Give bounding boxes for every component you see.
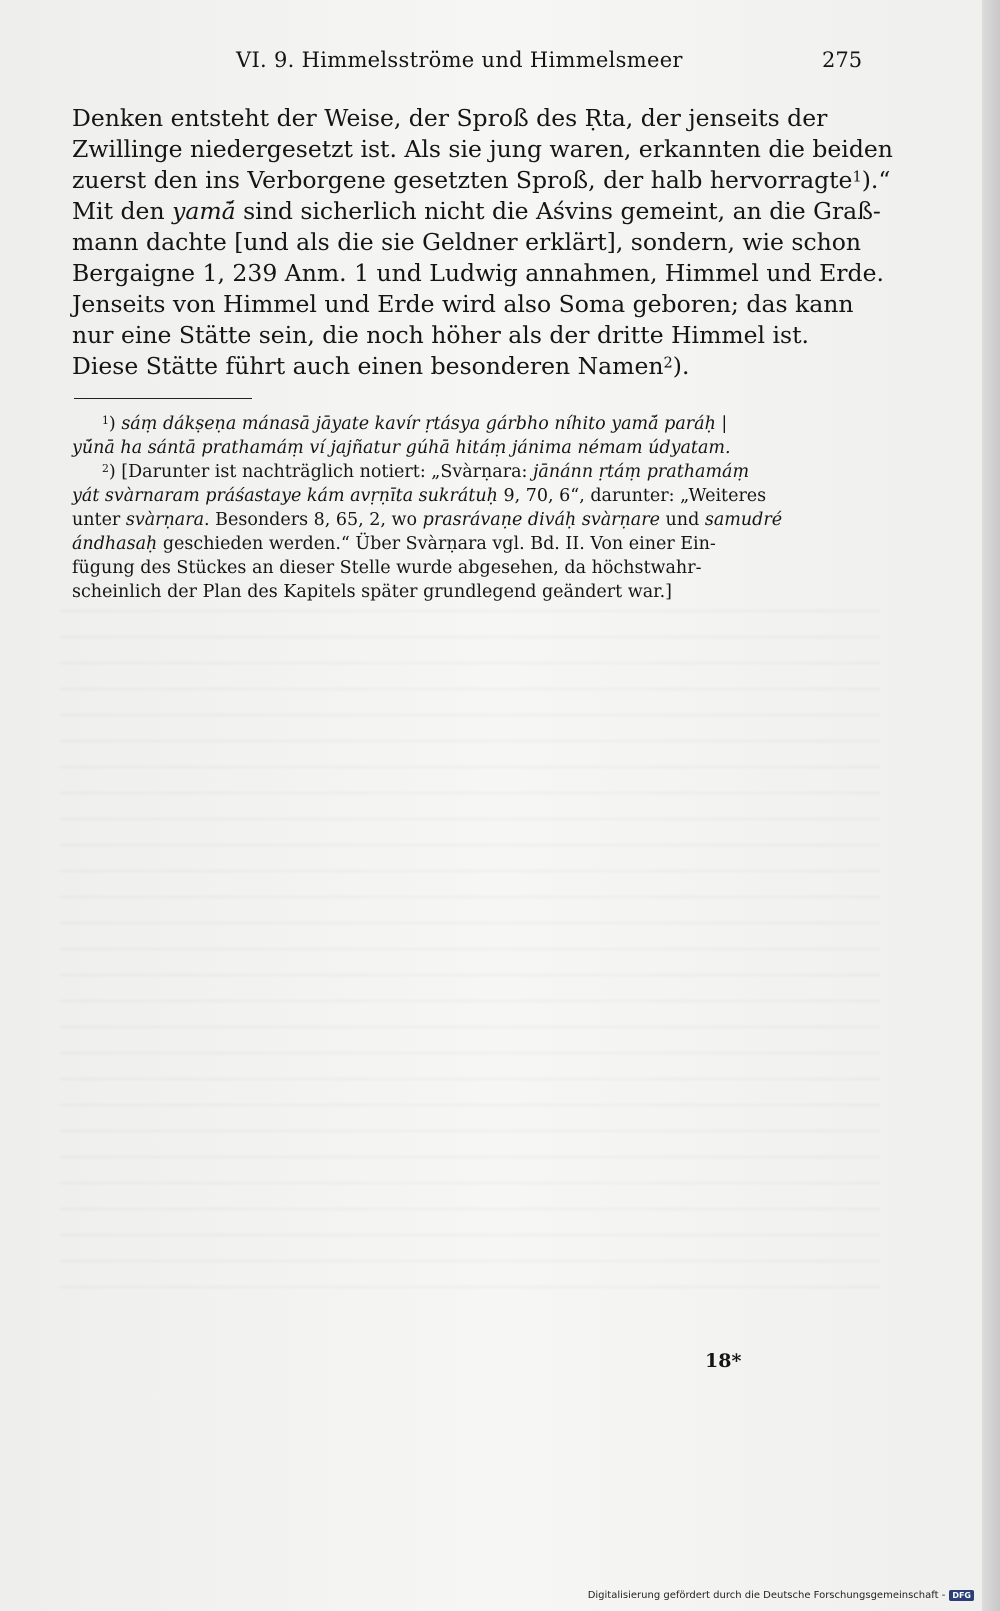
text-segment: sind sicherlich nicht die Aśvins gemeint, an die Graß-	[235, 197, 881, 225]
dfg-logo: DFG	[949, 1590, 974, 1601]
text-segment: ).	[672, 352, 690, 380]
footnote-2-line	[72, 508, 862, 532]
text-segment: geschieden werden.“ Über Svàrṇara vgl. Bd. II. Von einer Ein-	[157, 534, 716, 554]
bleed-through-shadow	[60, 610, 880, 1310]
sanskrit-verse: yát svàrnaram práśastaye kám avṛṇīta sukrátuḥ	[72, 486, 498, 506]
text-segment: ).“	[861, 166, 891, 194]
text-line	[72, 196, 881, 227]
footnote-2-marker: 2	[102, 462, 109, 476]
page-number: 275	[822, 48, 863, 72]
text-line	[72, 351, 862, 382]
footnote-2-line: scheinlich der Plan des Kapitels später grundlegend geändert war.]	[72, 582, 672, 602]
text-segment: zuerst den ins Verborgene gesetzten Sproß, der halb hervorragte	[72, 166, 853, 194]
text-segment: und	[659, 510, 705, 530]
text-line: Jenseits von Himmel und Erde wird also Soma geboren; das kann	[72, 290, 854, 318]
text-line: nur eine Stätte sein, die noch höher als der dritte Himmel ist.	[72, 321, 810, 349]
sanskrit-verse: yū́nā ha sántā prathamáṃ ví jajñatur gúhā hitáṃ jánima némam údyatam.	[72, 438, 731, 458]
footnote-2-line	[72, 532, 862, 556]
text-line: Zwillinge niedergesetzt ist. Als sie jung waren, erkannten die beiden	[72, 135, 893, 163]
footnote-ref-1[interactable]: 1	[852, 168, 862, 186]
main-text	[72, 103, 893, 382]
text-line	[72, 165, 891, 196]
text-line: mann dachte [und als die sie Geldner erklärt], sondern, wie schon	[72, 228, 862, 256]
text-line: Bergaigne 1, 239 Anm. 1 und Ludwig annahmen, Himmel und Erde.	[72, 259, 884, 287]
sanskrit-verse: sáṃ dákṣeṇa mánasā jāyate kavír ṛtásya gárbho níhito yamā́ paráḥ |	[121, 414, 728, 434]
footnote-ref-2[interactable]: 2	[663, 354, 673, 372]
sanskrit-verse: jānánn ṛtáṃ prathamáṃ	[532, 462, 750, 482]
text-segment: ) [Darunter ist nachträglich notiert: „Svàrṇara:	[108, 462, 533, 482]
text-segment: unter	[72, 510, 126, 530]
text-segment: Diese Stätte führt auch einen besonderen Namen	[72, 352, 664, 380]
footnote-1-line	[72, 412, 862, 436]
sanskrit-term: samudré	[704, 510, 783, 530]
footnote-2-line	[72, 460, 862, 484]
footnote-1-marker: 1	[102, 414, 109, 428]
signature-mark: 18*	[705, 1350, 742, 1372]
text-segment: )	[108, 414, 116, 434]
running-head: VI. 9. Himmelsströme und Himmelsmeer	[236, 48, 683, 72]
sanskrit-term: svàrṇara	[125, 510, 205, 530]
digitization-credit	[588, 1590, 974, 1601]
text-segment: Mit den	[72, 197, 173, 225]
text-segment: . Besonders 8, 65, 2, wo	[204, 510, 423, 530]
footnote-rule	[74, 398, 252, 399]
text-segment: 9, 70, 6“, darunter: „Weiteres	[497, 486, 767, 506]
credit-text: Digitalisierung gefördert durch die Deutsche Forschungsgemeinschaft -	[587, 1590, 946, 1601]
page-edge	[982, 0, 1000, 1611]
footnote-2-line	[72, 484, 862, 508]
sanskrit-term: prasrávaṇe diváḥ svàrṇare	[422, 510, 660, 530]
footnote-2-line: fügung des Stückes an dieser Stelle wurde abgesehen, da höchstwahr-	[72, 558, 702, 578]
text-line: Denken entsteht der Weise, der Sproß des Ṛta, der jenseits der	[72, 104, 828, 132]
sanskrit-term: yamā́	[172, 197, 236, 225]
sanskrit-term: ándhasaḥ	[72, 534, 158, 554]
footnotes	[72, 412, 862, 604]
footnote-1-line	[72, 436, 862, 460]
